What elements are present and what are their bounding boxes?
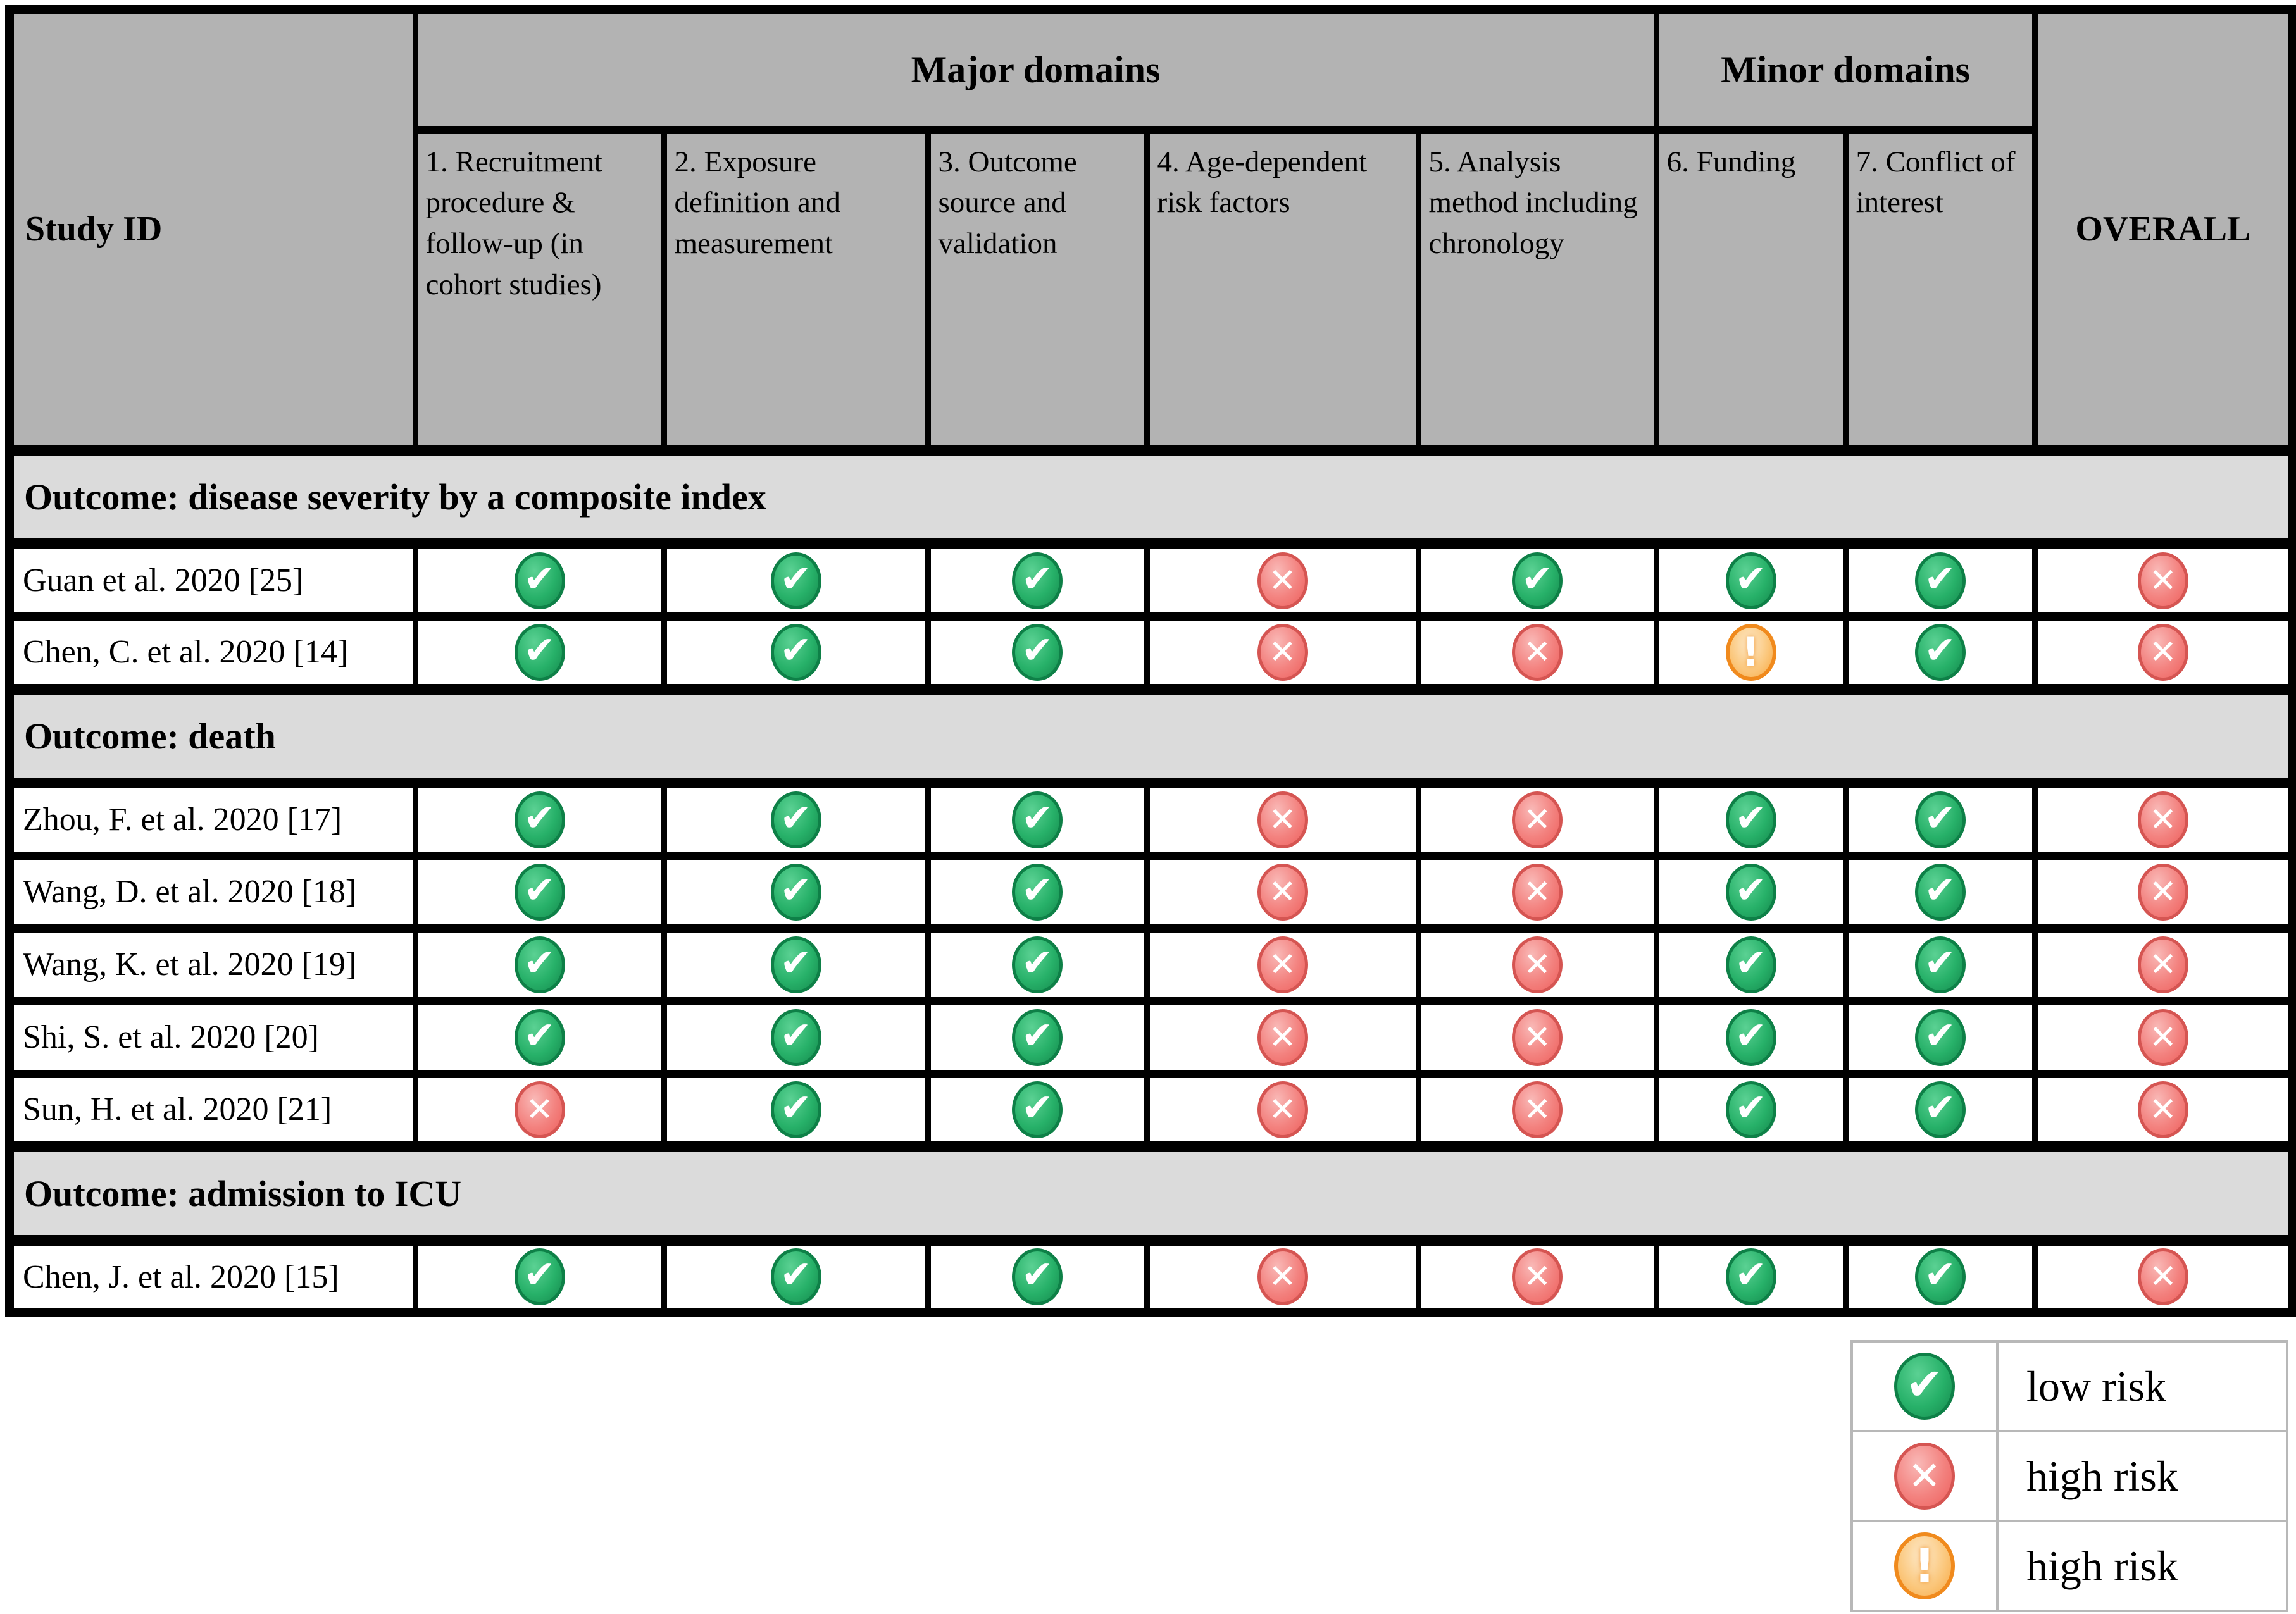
cross-icon [2138, 791, 2188, 848]
check-icon [1012, 1009, 1063, 1066]
cross-icon [2138, 936, 2188, 993]
cross-icon [1257, 552, 1308, 609]
check-icon [1726, 936, 1776, 993]
overall-rating-cell [2035, 1074, 2293, 1146]
cross-icon [2138, 1248, 2188, 1305]
check-icon [1915, 936, 1966, 993]
overall-header: OVERALL [2035, 9, 2293, 450]
cross-glyph: ✕ [1908, 1453, 1941, 1499]
check-glyph: ✔ [780, 628, 812, 673]
check-glyph: ✔ [1735, 1253, 1767, 1298]
study-label-cell: Guan et al. 2020 [25] [9, 543, 415, 616]
check-icon [515, 791, 565, 848]
check-glyph: ✔ [1924, 628, 1956, 673]
rating-cell [928, 616, 1147, 689]
check-icon [1512, 552, 1563, 609]
overall-rating-cell [2035, 855, 2293, 928]
cross-icon [1257, 936, 1308, 993]
domain-column-header: 6. Funding [1656, 130, 1845, 450]
check-icon [771, 1009, 821, 1066]
rating-cell [1656, 616, 1845, 689]
check-glyph: ✔ [1021, 1013, 1054, 1058]
domain-column-header: 1. Recruitment procedure & follow-up (in cohort studies) [415, 130, 664, 450]
check-glyph: ✔ [1906, 1358, 1943, 1410]
study-id-header: Study ID [9, 9, 415, 450]
check-icon [1915, 864, 1966, 921]
cross-glyph: ✕ [1523, 800, 1551, 839]
legend-body [1852, 1341, 2287, 1611]
cross-glyph: ✕ [1523, 1090, 1551, 1129]
rating-cell [415, 928, 664, 1001]
domain-column-header: 3. Outcome source and validation [928, 130, 1147, 450]
cross-icon [515, 1081, 565, 1138]
major-domains-header: Major domains [415, 9, 1656, 130]
check-icon [1915, 1009, 1966, 1066]
check-icon [515, 1009, 565, 1066]
check-icon [1915, 1081, 1966, 1138]
rating-cell [1845, 1001, 2035, 1074]
check-icon [771, 552, 821, 609]
check-glyph: ✔ [1735, 867, 1767, 912]
domain-column-header: 4. Age-dependent risk factors [1147, 130, 1418, 450]
check-icon [515, 864, 565, 921]
cross-icon [1257, 624, 1308, 681]
rating-cell [415, 783, 664, 855]
check-glyph: ✔ [1924, 1085, 1956, 1130]
cross-icon [2138, 552, 2188, 609]
rating-cell [1147, 543, 1418, 616]
cross-glyph: ✕ [2149, 800, 2177, 839]
rating-cell [664, 783, 928, 855]
section-header-row [9, 1146, 2293, 1240]
check-glyph: ✔ [523, 795, 556, 840]
rating-cell [664, 543, 928, 616]
exclamation-glyph: ! [1914, 1539, 1935, 1593]
study-row [9, 783, 2293, 855]
check-icon [771, 1081, 821, 1138]
check-icon [1915, 552, 1966, 609]
rating-cell [1845, 616, 2035, 689]
rating-cell [415, 1240, 664, 1313]
check-icon [1012, 552, 1063, 609]
legend-label: low risk [1997, 1341, 2287, 1431]
exclamation-glyph: ! [1742, 628, 1760, 675]
check-glyph: ✔ [1521, 556, 1554, 601]
check-glyph: ✔ [1924, 940, 1956, 985]
cross-icon [2138, 624, 2188, 681]
study-row [9, 1074, 2293, 1146]
check-glyph: ✔ [1924, 795, 1956, 840]
check-glyph: ✔ [780, 1013, 812, 1058]
overall-rating-cell [2035, 1001, 2293, 1074]
cross-glyph: ✕ [2149, 1018, 2177, 1057]
cross-icon [1512, 1009, 1563, 1066]
cross-icon [1257, 1248, 1308, 1305]
check-glyph: ✔ [1021, 1085, 1054, 1130]
check-glyph: ✔ [780, 556, 812, 601]
check-glyph: ✔ [1924, 1253, 1956, 1298]
rating-cell [1656, 928, 1845, 1001]
study-row [9, 1001, 2293, 1074]
cross-icon [1512, 864, 1563, 921]
check-icon [1915, 1248, 1966, 1305]
rating-cell [1845, 1240, 2035, 1313]
check-icon [1726, 1248, 1776, 1305]
rating-cell [664, 616, 928, 689]
legend-icon-cell [1852, 1341, 1997, 1431]
cross-glyph: ✕ [1523, 945, 1551, 984]
cross-icon [1512, 1081, 1563, 1138]
domain-column-header: 5. Analysis method including chronology [1418, 130, 1656, 450]
check-glyph: ✔ [780, 795, 812, 840]
cross-icon [1512, 624, 1563, 681]
cross-icon [2138, 864, 2188, 921]
cross-glyph: ✕ [1523, 1018, 1551, 1057]
rating-cell [415, 543, 664, 616]
cross-glyph: ✕ [2149, 1090, 2177, 1129]
rating-cell [1656, 1074, 1845, 1146]
exclamation-icon [1894, 1532, 1955, 1599]
cross-glyph: ✕ [2149, 633, 2177, 671]
rating-cell [928, 783, 1147, 855]
rating-cell [1656, 543, 1845, 616]
cross-glyph: ✕ [2149, 561, 2177, 600]
check-glyph: ✔ [780, 1253, 812, 1298]
cross-glyph: ✕ [1523, 633, 1551, 671]
check-glyph: ✔ [1924, 1013, 1956, 1058]
check-icon [771, 624, 821, 681]
overall-rating-cell [2035, 1240, 2293, 1313]
legend-label: high risk [1997, 1431, 2287, 1521]
rating-cell [664, 1240, 928, 1313]
study-row [9, 1240, 2293, 1313]
group-header-row [9, 9, 2293, 130]
rating-cell [1147, 855, 1418, 928]
cross-glyph: ✕ [525, 1090, 554, 1129]
section-title: Outcome: death [9, 689, 2293, 783]
rating-cell [928, 855, 1147, 928]
rating-cell [664, 928, 928, 1001]
domain-column-header: 2. Exposure definition and measurement [664, 130, 928, 450]
rating-cell [664, 1001, 928, 1074]
study-label-cell: Wang, K. et al. 2020 [19] [9, 928, 415, 1001]
check-icon [1012, 864, 1063, 921]
exclamation-icon [1726, 624, 1776, 681]
cross-icon [1512, 791, 1563, 848]
cross-glyph: ✕ [2149, 872, 2177, 911]
overall-rating-cell [2035, 783, 2293, 855]
overall-rating-cell [2035, 928, 2293, 1001]
legend-row [1852, 1431, 2287, 1521]
rating-cell [1845, 1074, 2035, 1146]
study-row [9, 616, 2293, 689]
rating-cell [928, 1074, 1147, 1146]
rating-cell [1845, 928, 2035, 1001]
check-glyph: ✔ [523, 628, 556, 673]
rating-cell [1147, 928, 1418, 1001]
legend-row [1852, 1521, 2287, 1611]
study-label-cell: Shi, S. et al. 2020 [20] [9, 1001, 415, 1074]
check-icon [1726, 864, 1776, 921]
check-icon [1012, 936, 1063, 993]
check-glyph: ✔ [523, 1013, 556, 1058]
overall-rating-cell [2035, 616, 2293, 689]
check-icon [1012, 1248, 1063, 1305]
legend-icon-cell [1852, 1431, 1997, 1521]
rating-cell [415, 1001, 664, 1074]
rating-cell [928, 1001, 1147, 1074]
check-icon [1915, 791, 1966, 848]
check-icon [1726, 552, 1776, 609]
study-label-cell: Chen, J. et al. 2020 [15] [9, 1240, 415, 1313]
cross-icon [2138, 1081, 2188, 1138]
rating-cell [1147, 783, 1418, 855]
study-label-cell: Chen, C. et al. 2020 [14] [9, 616, 415, 689]
study-row [9, 928, 2293, 1001]
check-icon [771, 936, 821, 993]
check-icon [1012, 624, 1063, 681]
check-glyph: ✔ [523, 940, 556, 985]
cross-icon [1257, 864, 1308, 921]
cross-glyph: ✕ [1268, 1258, 1297, 1296]
cross-icon [1257, 1081, 1308, 1138]
study-label-cell: Wang, D. et al. 2020 [18] [9, 855, 415, 928]
check-glyph: ✔ [523, 867, 556, 912]
check-glyph: ✔ [1924, 867, 1956, 912]
risk-of-bias-table [5, 5, 2296, 1317]
table-header [9, 9, 2293, 450]
rating-cell [1418, 783, 1656, 855]
cross-icon [1512, 1248, 1563, 1305]
check-icon [515, 936, 565, 993]
check-icon [771, 791, 821, 848]
cross-glyph: ✕ [1268, 800, 1297, 839]
cross-glyph: ✕ [1268, 633, 1297, 671]
check-glyph: ✔ [523, 556, 556, 601]
rating-cell [1418, 616, 1656, 689]
study-label-cell: Sun, H. et al. 2020 [21] [9, 1074, 415, 1146]
check-icon [1012, 1081, 1063, 1138]
cross-glyph: ✕ [1268, 872, 1297, 911]
rating-cell [1418, 855, 1656, 928]
cross-icon [1894, 1443, 1955, 1510]
section-title: Outcome: disease severity by a composite index [9, 450, 2293, 543]
rating-cell [664, 855, 928, 928]
check-icon [515, 1248, 565, 1305]
cross-icon [1257, 791, 1308, 848]
cross-glyph: ✕ [1268, 1018, 1297, 1057]
rating-cell [415, 855, 664, 928]
rating-cell [1147, 1001, 1418, 1074]
table-body [9, 450, 2293, 1313]
check-glyph: ✔ [1735, 795, 1767, 840]
rating-cell [1147, 1074, 1418, 1146]
check-icon [1012, 791, 1063, 848]
rating-cell [664, 1074, 928, 1146]
check-icon [771, 864, 821, 921]
rating-cell [1845, 783, 2035, 855]
check-icon [515, 552, 565, 609]
cross-glyph: ✕ [2149, 945, 2177, 984]
check-icon [1726, 1009, 1776, 1066]
rating-cell [1418, 928, 1656, 1001]
check-glyph: ✔ [780, 940, 812, 985]
rating-cell [1147, 1240, 1418, 1313]
rating-cell [1418, 1240, 1656, 1313]
section-title: Outcome: admission to ICU [9, 1146, 2293, 1240]
check-glyph: ✔ [1021, 1253, 1054, 1298]
study-row [9, 855, 2293, 928]
rating-cell [1656, 855, 1845, 928]
check-icon [1894, 1353, 1955, 1420]
study-label-cell: Zhou, F. et al. 2020 [17] [9, 783, 415, 855]
rating-cell [415, 616, 664, 689]
domain-column-header: 7. Conflict of interest [1845, 130, 2035, 450]
cross-glyph: ✕ [1268, 945, 1297, 984]
check-icon [1915, 624, 1966, 681]
section-header-row [9, 689, 2293, 783]
check-glyph: ✔ [1021, 556, 1054, 601]
study-row [9, 543, 2293, 616]
cross-icon [1512, 936, 1563, 993]
check-glyph: ✔ [780, 867, 812, 912]
check-glyph: ✔ [1735, 1085, 1767, 1130]
check-glyph: ✔ [1021, 940, 1054, 985]
check-glyph: ✔ [1924, 556, 1956, 601]
cross-icon [2138, 1009, 2188, 1066]
legend-icon-cell [1852, 1521, 1997, 1611]
section-header-row [9, 450, 2293, 543]
legend-row [1852, 1341, 2287, 1431]
overall-rating-cell [2035, 543, 2293, 616]
rating-cell [1656, 783, 1845, 855]
rating-cell [928, 928, 1147, 1001]
rating-cell [1656, 1240, 1845, 1313]
rating-cell [1418, 1074, 1656, 1146]
check-glyph: ✔ [1021, 867, 1054, 912]
check-glyph: ✔ [1735, 556, 1767, 601]
rating-cell [1845, 543, 2035, 616]
legend [1850, 1340, 2288, 1612]
rating-cell [1147, 616, 1418, 689]
rating-cell [1656, 1001, 1845, 1074]
cross-glyph: ✕ [1523, 872, 1551, 911]
rating-cell [1845, 855, 2035, 928]
check-glyph: ✔ [1021, 795, 1054, 840]
rating-cell [928, 1240, 1147, 1313]
cross-icon [1257, 1009, 1308, 1066]
cross-glyph: ✕ [1268, 561, 1297, 600]
check-glyph: ✔ [523, 1253, 556, 1298]
rating-cell [1418, 1001, 1656, 1074]
cross-glyph: ✕ [1268, 1090, 1297, 1129]
check-icon [515, 624, 565, 681]
check-glyph: ✔ [1735, 1013, 1767, 1058]
check-icon [1726, 791, 1776, 848]
rating-cell [1418, 543, 1656, 616]
rating-cell [415, 1074, 664, 1146]
check-icon [771, 1248, 821, 1305]
check-glyph: ✔ [1021, 628, 1054, 673]
minor-domains-header: Minor domains [1656, 9, 2035, 130]
cross-glyph: ✕ [2149, 1258, 2177, 1296]
legend-label: high risk [1997, 1521, 2287, 1611]
check-icon [1726, 1081, 1776, 1138]
rating-cell [928, 543, 1147, 616]
cross-glyph: ✕ [1523, 1258, 1551, 1296]
check-glyph: ✔ [780, 1085, 812, 1130]
check-glyph: ✔ [1735, 940, 1767, 985]
